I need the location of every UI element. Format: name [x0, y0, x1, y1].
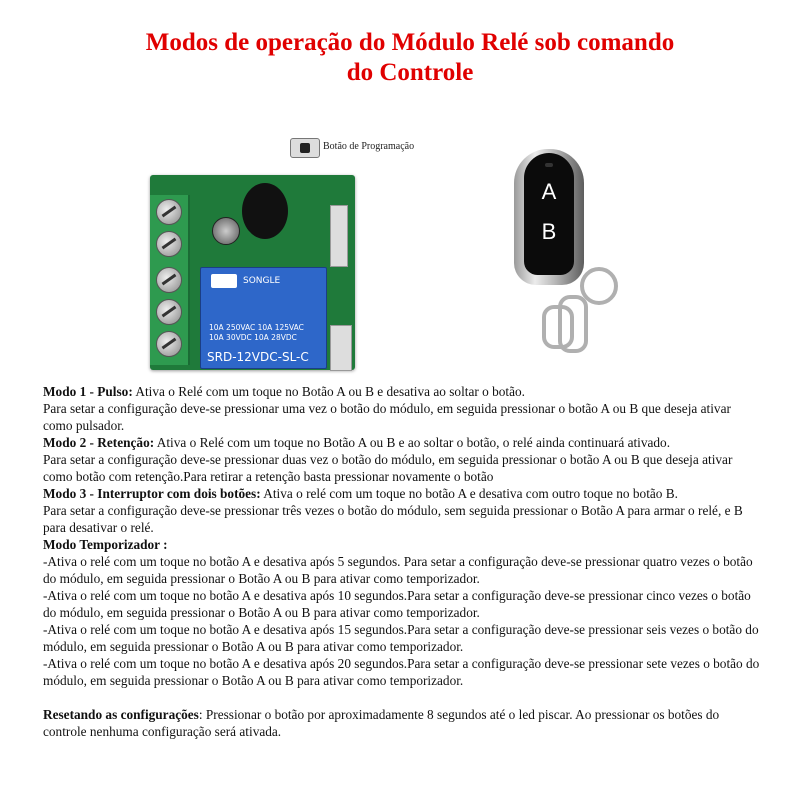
timer-item: -Ativa o relé com um toque no botão A e desativa após 15 segundos.Para setar a configuração deve-se pressionar seis vezes o botão do módulo, em seguida pressionar o Botão A ou B para ativar como temporizador.: [43, 622, 759, 654]
mode-2-heading: Modo 2 - Retenção:: [43, 435, 155, 450]
programming-button-label: Botão de Programação: [323, 141, 415, 152]
screw-icon: [156, 299, 182, 325]
title-line-1: Modos de operação do Módulo Relé sob comando: [145, 29, 675, 56]
relay-specs: [209, 323, 304, 343]
mode-1-setup: Para setar a configuração deve-se pressionar uma vez o botão do módulo, em seguida pressionar o botão A ou B que deseja ativar como pulsador.: [43, 401, 731, 433]
capacitor: [212, 217, 240, 245]
relay-specs-line-1: 10A 250VAC 10A 125VAC: [209, 323, 304, 332]
relay-module-image: [140, 135, 440, 375]
timer-mode: [43, 536, 763, 553]
remote-button-a: A: [541, 179, 557, 204]
remote-control-image: [500, 145, 650, 360]
reset-heading: Resetando as configurações: [43, 707, 199, 722]
relay-pcb: [150, 175, 355, 370]
relay-specs-line-2: 10A 30VDC 10A 28VDC: [209, 333, 297, 342]
antenna-coil: [242, 183, 288, 239]
remote-body: [514, 149, 584, 285]
mode-1-heading: Modo 1 - Pulso:: [43, 384, 133, 399]
spacer: [43, 689, 763, 706]
board-component: [330, 325, 352, 371]
mode-1: [43, 383, 763, 400]
timer-item: -Ativa o relé com um toque no botão A e desativa após 20 segundos.Para setar a configuração deve-se pressionar sete vezes o botão do módulo, em seguida pressionar o Botão A ou B para ativar como temporizador.: [43, 656, 760, 688]
mode-2-description: Ativa o Relé com um toque no Botão A ou B e ao soltar o botão, o relé ainda continuará ativado.: [154, 435, 671, 450]
mode-3-setup: Para setar a configuração deve-se pressionar três vezes o botão do módulo, sem seguida pressionar o Botão A para armar o relé, e B para desativar o relé.: [43, 503, 743, 535]
board-header: [330, 205, 348, 267]
relay-brand: SONGLE: [243, 276, 281, 286]
mode-1-description: Ativa o Relé com um toque no Botão A ou B e desativa ao soltar o botão.: [132, 384, 525, 399]
screw-terminal-block: [150, 195, 190, 365]
mode-2-setup: Para setar a configuração deve-se pressionar duas vez o botão do módulo, em seguida pressionar o botão A ou B que deseja ativar como botão com retenção.Para retirar a retenção basta pressionar novamente o botão: [43, 452, 733, 484]
mode-3-description: Ativa o relé com um toque no botão A e desativa com outro toque no botão B.: [260, 486, 678, 501]
programming-button-icon: [290, 138, 320, 158]
screw-icon: [156, 267, 182, 293]
timer-item: -Ativa o relé com um toque no botão A e desativa após 10 segundos.Para setar a configuração deve-se pressionar cinco vezes o botão do módulo, em seguida pressionar o Botão A ou B para ativar como temporizador.: [43, 588, 751, 620]
relay-model: SRD-12VDC-SL-C: [207, 350, 309, 364]
reset-description: : Pressionar o botão por aproximadamente 8 segundos até o led piscar. Ao pressionar os botões do controle nenhuma configuração será ativada.: [43, 707, 720, 739]
instructions: [43, 383, 763, 740]
led-icon: [545, 163, 553, 167]
screw-icon: [156, 331, 182, 357]
mode-3-heading: Modo 3 - Interruptor com dois botões:: [43, 486, 261, 501]
relay-logo-icon: [211, 274, 237, 288]
key-clasp-icon: [542, 305, 574, 349]
mode-2: [43, 434, 763, 451]
reset-section: [43, 706, 763, 740]
page-title: [40, 28, 780, 88]
relay-component: [200, 267, 327, 369]
remote-button-b: B: [541, 219, 557, 244]
timer-item: -Ativa o relé com um toque no botão A e desativa após 5 segundos. Para setar a configuração deve-se pressionar quatro vezes o botão do módulo, em seguida pressionar o Botão A ou B para ativar como temporizador.: [43, 554, 753, 586]
title-line-2: do Controle: [346, 59, 474, 86]
screw-icon: [156, 199, 182, 225]
timer-mode-heading: Modo Temporizador :: [43, 537, 168, 552]
screw-icon: [156, 231, 182, 257]
remote-face: [524, 153, 574, 275]
mode-3: [43, 485, 763, 502]
